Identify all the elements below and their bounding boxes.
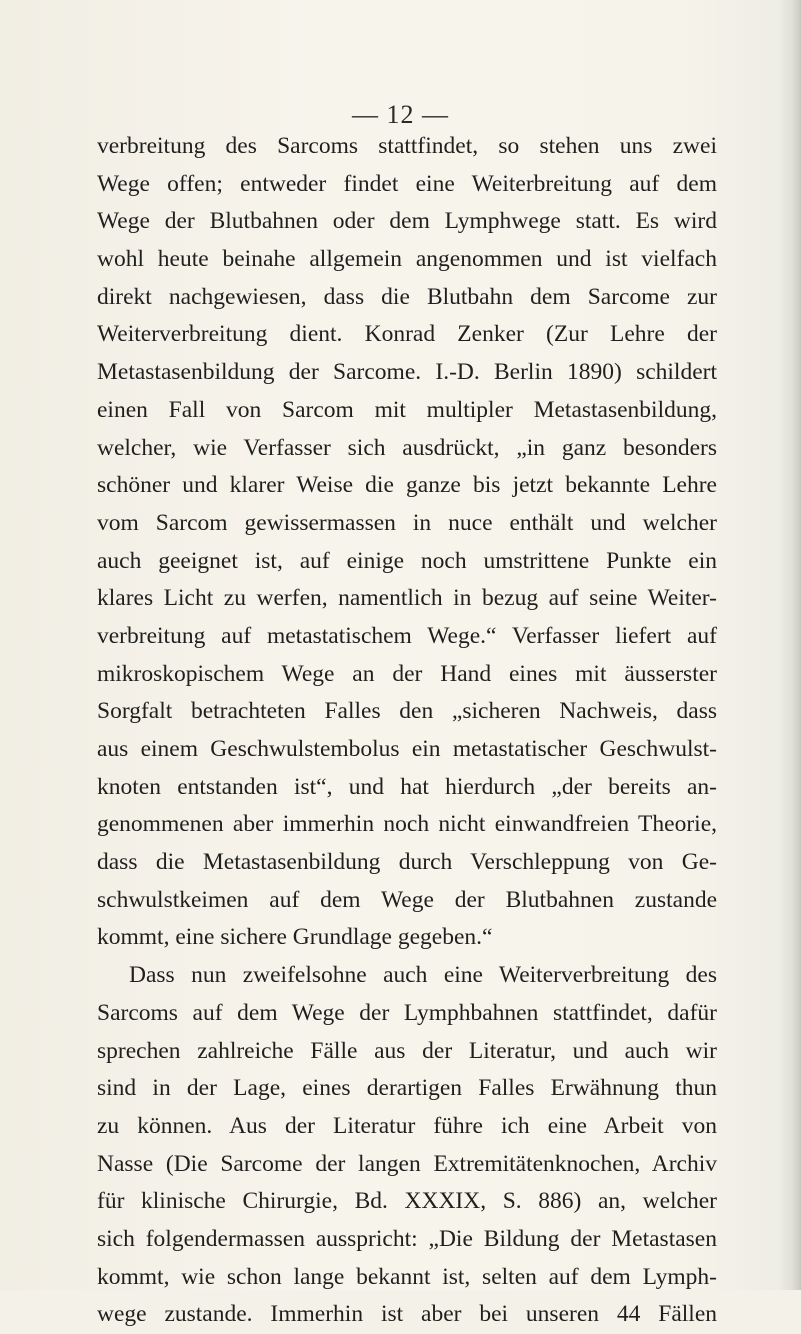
text-line: verbreitung auf metastatischem Wege.“ Verfasser liefert auf xyxy=(97,622,717,649)
paragraph-end-line: kommt, eine sichere Grundlage gegeben.“ xyxy=(97,924,493,951)
text-line: kommt, wie schon lange bekannt ist, selten auf dem Lymph- xyxy=(97,1263,717,1290)
text-line: einen Fall von Sarcom mit multipler Metastasenbildung, xyxy=(97,396,717,423)
text-line: vom Sarcom gewissermassen in nuce enthält und welcher xyxy=(97,509,717,536)
text-line: Sarcoms auf dem Wege der Lymphbahnen stattfindet, dafür xyxy=(97,999,717,1026)
text-line: für klinische Chirurgie, Bd. XXXIX, S. 886) an, welcher xyxy=(97,1188,717,1215)
text-line: Metastasenbildung der Sarcome. I.-D. Berlin 1890) schildert xyxy=(97,359,717,386)
text-line: sprechen zahlreiche Fälle aus der Literatur, und auch wir xyxy=(97,1037,717,1064)
text-line: Wege offen; entweder findet eine Weiterbreitung auf dem xyxy=(97,170,717,197)
page-number: — 12 — xyxy=(352,100,449,129)
text-line: knoten entstanden ist“, und hat hierdurch „der bereits an- xyxy=(97,773,717,800)
text-line: auch geeignet ist, auf einige noch umstrittene Punkte ein xyxy=(97,547,717,574)
text-line: verbreitung des Sarcoms stattfindet, so stehen uns zwei xyxy=(97,133,717,159)
text-line: schöner und klarer Weise die ganze bis jetzt bekannte Lehre xyxy=(97,472,717,499)
text-line: klares Licht zu werfen, namentlich in bezug auf seine Weiter- xyxy=(97,585,717,612)
text-line: mikroskopischem Wege an der Hand eines mit äusserster xyxy=(97,660,717,687)
text-line: sich folgendermassen ausspricht: „Die Bildung der Metastasen xyxy=(97,1225,717,1252)
text-line: welcher, wie Verfasser sich ausdrückt, „in ganz besonders xyxy=(97,434,717,461)
text-line: zu können. Aus der Literatur führe ich eine Arbeit von xyxy=(97,1112,717,1139)
paragraph-start-line: Dass nun zweifelsohne auch eine Weiterverbreitung des xyxy=(129,962,717,989)
text-line: sind in der Lage, eines derartigen Falles Erwähnung thun xyxy=(97,1075,717,1102)
text-line: schwulstkeimen auf dem Wege der Blutbahnen zustande xyxy=(97,886,717,913)
text-line: Weiterverbreitung dient. Konrad Zenker (Zur Lehre der xyxy=(97,321,717,348)
text-line: Sorgfalt betrachteten Falles den „sicheren Nachweis, dass xyxy=(97,698,717,725)
text-line: wege zustande. Immerhin ist aber bei unseren 44 Fällen xyxy=(97,1301,717,1328)
text-line: Nasse (Die Sarcome der langen Extremitätenknochen, Archiv xyxy=(97,1150,717,1177)
text-line: genommenen aber immerhin noch nicht einwandfreien Theorie, xyxy=(97,811,717,838)
text-line: aus einem Geschwulstembolus ein metastatischer Geschwulst- xyxy=(97,736,717,762)
text-line: Wege der Blutbahnen oder dem Lymphwege statt. Es wird xyxy=(97,208,717,235)
text-line: dass die Metastasenbildung durch Verschleppung von Ge- xyxy=(97,849,717,876)
text-line: direkt nachgewiesen, dass die Blutbahn dem Sarcome zur xyxy=(97,283,717,310)
text-line: wohl heute beinahe allgemein angenommen und ist vielfach xyxy=(97,246,717,273)
page-edge-shadow xyxy=(779,0,801,1290)
body-text xyxy=(97,128,717,1334)
